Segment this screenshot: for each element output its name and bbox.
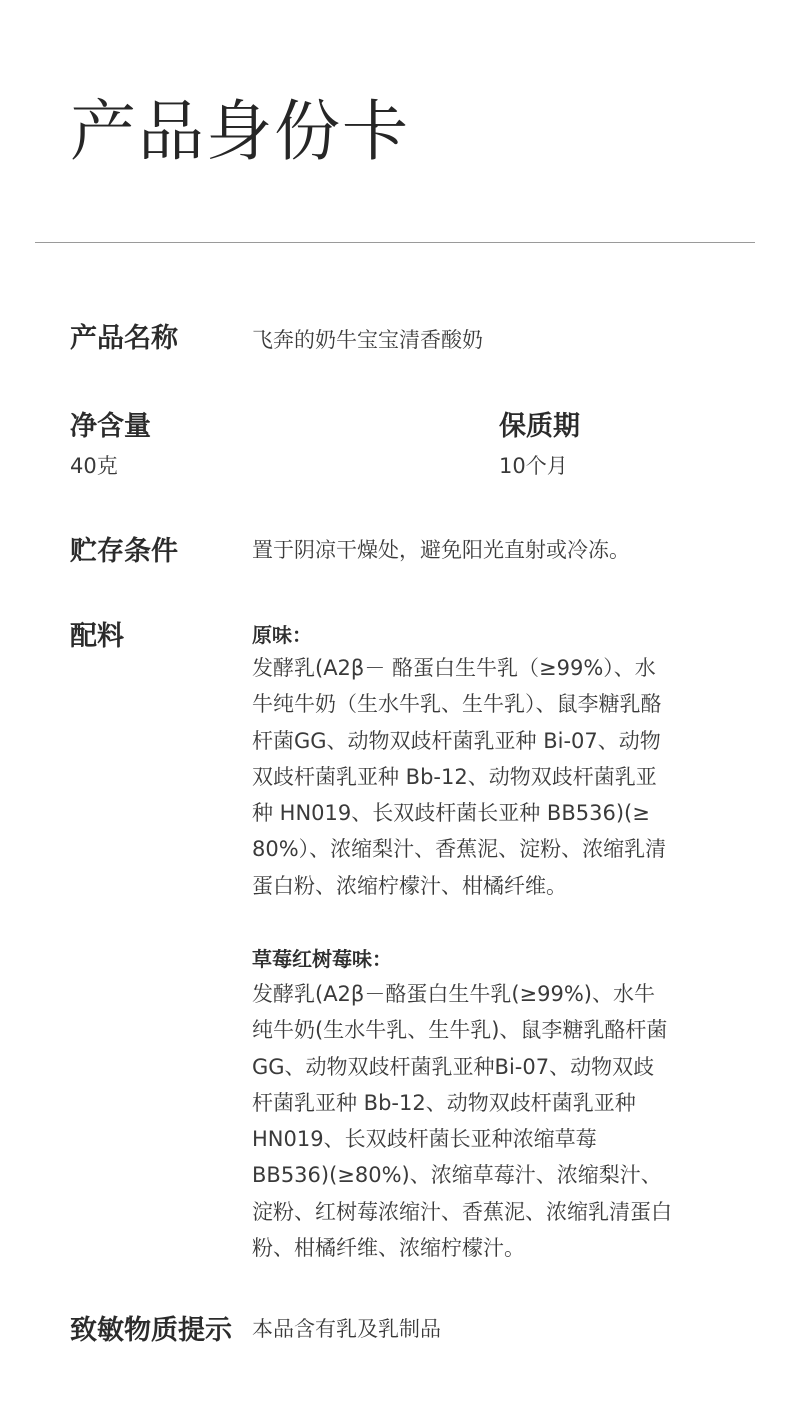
ingredient-line: 牛纯牛奶（生水牛乳、生牛乳）、鼠李糖乳酪 [252,692,662,717]
ingredient-line: HN019、长双歧杆菌长亚种浓缩草莓 [252,1127,597,1152]
storage-value: 置于阴凉干燥处，避免阳光直射或冷冻。 [252,538,630,562]
ingredient-line: BB536)(≥80%)、浓缩草莓汁、浓缩梨汁、 [252,1163,662,1188]
product-name-value: 飞奔的奶牛宝宝清香酸奶 [252,328,483,352]
ingredient-line: 发酵乳(A2β－ 酪蛋白生牛乳（≥99%）、水 [252,656,656,680]
shelf-life-value: 10个月 [499,454,568,478]
product-name-label: 产品名称 [70,323,178,354]
title-divider [35,242,755,243]
shelf-life-label: 保质期 [499,411,580,442]
storage-label: 贮存条件 [70,536,178,567]
allergen-label: 致敏物质提示 [70,1315,232,1346]
ingredient-line: 蛋白粉、浓缩柠檬汁、柑橘纤维。 [252,873,567,898]
strawberry-flavor-heading: 草莓红树莓味： [252,947,392,971]
ingredient-line: 杆菌GG、动物双歧杆菌乳亚种 Bi-07、动物 [252,728,661,753]
original-flavor-heading: 原味： [252,623,312,647]
net-content-label: 净含量 [70,411,151,442]
original-ingredients-text [252,650,722,904]
ingredient-line: 双歧杆菌乳亚种 Bb-12、动物双歧杆菌乳亚 [252,764,657,789]
net-content-value: 40克 [70,454,118,478]
ingredients-label: 配料 [70,621,124,652]
ingredient-line: 种 HN019、长双歧杆菌长亚种 BB536)(≥ [252,801,650,826]
ingredient-line: 发酵乳(A2β－酪蛋白生牛乳(≥99%)、水牛 [252,982,655,1006]
ingredient-line: 淀粉、红树莓浓缩汁、香蕉泥、浓缩乳清蛋白 [252,1199,672,1224]
strawberry-ingredients-text [252,976,722,1266]
ingredient-line: 杆菌乳亚种 Bb-12、动物双歧杆菌乳亚种 [252,1090,636,1115]
ingredient-line: 80%）、浓缩梨汁、香蕉泥、淀粉、浓缩乳清 [252,837,667,862]
ingredient-line: GG、动物双歧杆菌乳亚种Bi-07、动物双歧 [252,1054,655,1079]
ingredient-line: 纯牛奶(生水牛乳、生牛乳)、鼠李糖乳酪杆菌 [252,1018,668,1043]
allergen-value: 本品含有乳及乳制品 [252,1317,441,1341]
page-title: 产品身份卡 [70,93,410,170]
ingredient-line: 粉、柑橘纤维、浓缩柠檬汁。 [252,1236,525,1261]
